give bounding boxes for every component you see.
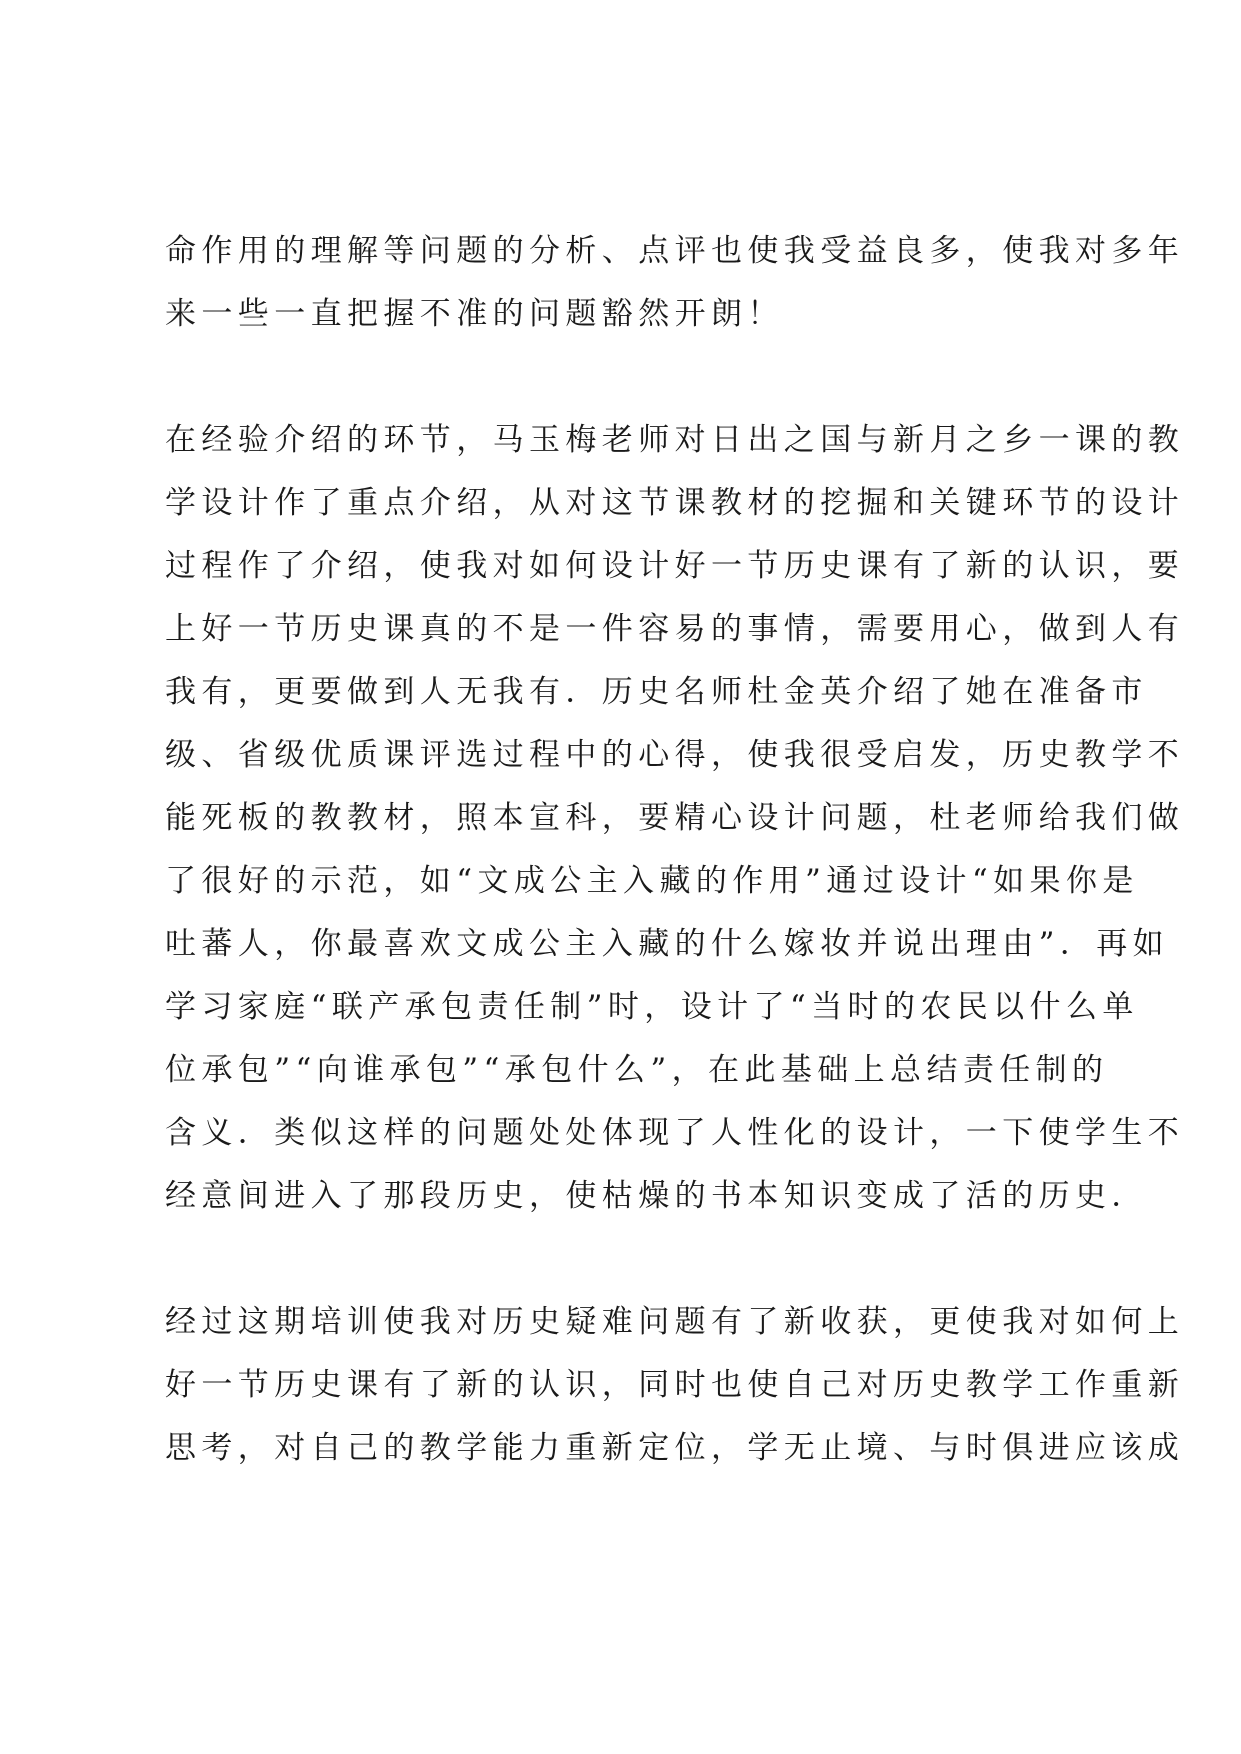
text-line: 能死板的教教材，照本宣科，要精心设计问题，杜老师给我们做	[165, 800, 1185, 836]
text-line: 学习家庭“联产承包责任制”时，设计了“当时的农民以什么单	[165, 989, 1139, 1025]
paragraph-3	[165, 1291, 1185, 1480]
text-line: 含义．类似这样的问题处处体现了人性化的设计，一下使学生不	[165, 1115, 1185, 1151]
text-line: 经过这期培训使我对历史疑难问题有了新收获，更使我对如何上	[165, 1304, 1185, 1340]
text-line: 命作用的理解等问题的分析、点评也使我受益良多，使我对多年	[165, 233, 1185, 269]
text-line: 经意间进入了那段历史，使枯燥的书本知识变成了活的历史．	[165, 1178, 1148, 1214]
text-line: 过程作了介绍，使我对如何设计好一节历史课有了新的认识，要	[165, 548, 1185, 584]
text-line: 位承包”“向谁承包”“承包什么”，在此基础上总结责任制的	[165, 1052, 1109, 1088]
text-line: 好一节历史课有了新的认识，同时也使自己对历史教学工作重新	[165, 1367, 1185, 1403]
text-line: 学设计作了重点介绍，从对这节课教材的挖掘和关键环节的设计	[165, 485, 1185, 521]
paragraph-1	[165, 220, 1185, 346]
text-line: 吐蕃人，你最喜欢文成公主入藏的什么嫁妆并说出理由”．再如	[165, 926, 1170, 962]
text-line: 在经验介绍的环节，马玉梅老师对日出之国与新月之乡一课的教	[165, 422, 1185, 458]
text-line: 上好一节历史课真的不是一件容易的事情，需要用心，做到人有	[165, 611, 1185, 647]
text-line: 级、省级优质课评选过程中的心得，使我很受启发，历史教学不	[165, 737, 1185, 773]
text-line: 思考，对自己的教学能力重新定位，学无止境、与时俱进应该成	[165, 1430, 1185, 1466]
text-line: 来一些一直把握不准的问题豁然开朗！	[165, 296, 784, 332]
text-line: 了很好的示范，如“文成公主入藏的作用”通过设计“如果你是	[165, 863, 1139, 899]
paragraph-2	[165, 409, 1185, 1228]
document-body	[165, 220, 1185, 1480]
text-line: 我有，更要做到人无我有．历史名师杜金英介绍了她在准备市	[165, 674, 1148, 710]
